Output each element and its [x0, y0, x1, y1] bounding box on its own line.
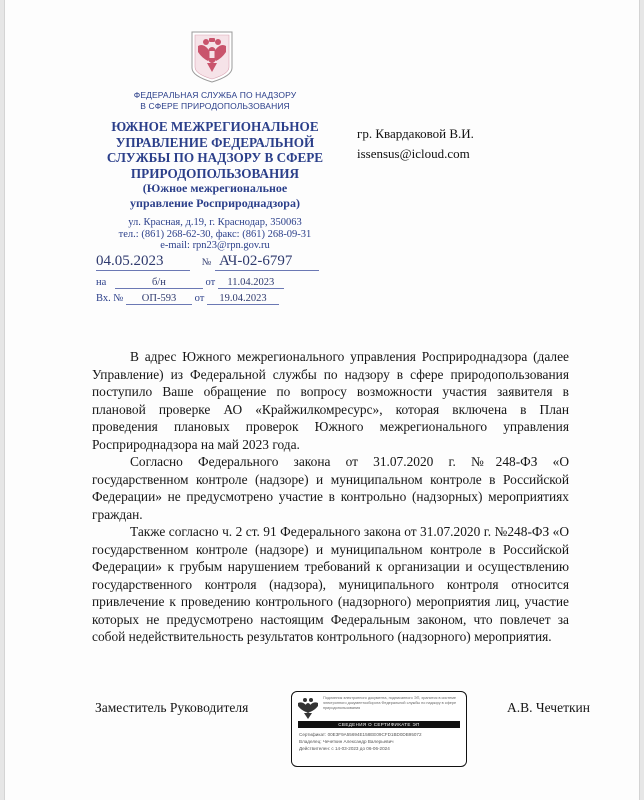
organization-short-name: (Южное межрегиональное управление Росприроднадзора)	[130, 181, 300, 210]
incoming-label: Вх. №	[96, 293, 124, 304]
body-paragraph: Согласно Федерального закона от 31.07.2020 г. №248-ФЗ «О государственном контроле (надзоре) и муниципальном контроле в Российской Федерации» не предусмотрено участие в контрольно (надзорных) мероприятиях граждан.	[92, 454, 569, 522]
outgoing-registration	[96, 253, 319, 271]
reply-to-row	[96, 277, 284, 289]
organization-contacts	[95, 217, 335, 252]
stamp-header: Подлинник электронного документа, подписанного ЭП, хранится в системе электронного документооборота Федеральной службы по надзору в сфере природопользования	[323, 696, 457, 710]
incoming-from-label: от	[194, 293, 205, 304]
document-page	[4, 0, 640, 800]
incoming-date: 19.04.2023	[207, 293, 279, 305]
stamp-details	[299, 731, 461, 752]
number-label: №	[201, 257, 212, 268]
phone: тел.: (861) 268-62-30, факс: (861) 268-09-31	[118, 228, 312, 240]
incoming-number: ОП-593	[126, 293, 192, 305]
letter-date: 04.05.2023	[96, 253, 190, 271]
signer-position: Заместитель Руководителя	[95, 700, 249, 715]
organization-name: ЮЖНОЕ МЕЖРЕГИОНАЛЬНОЕ УПРАВЛЕНИЕ ФЕДЕРАЛЬНОЙ СЛУЖБЫ ПО НАДЗОРУ В СФЕРЕ ПРИРОДОПОЛЬЗОВАНИЯ	[106, 119, 324, 181]
coat-of-arms-icon	[189, 30, 235, 84]
org-email: e-mail: rpn23@rpn.gov.ru	[160, 240, 270, 251]
from-label: от	[205, 277, 216, 288]
certificate-number: Сертификат: 00E3F9A55694E158EE09CFD1BD0DB95072	[299, 732, 422, 737]
stamp-certificate-bar: СВЕДЕНИЯ О СЕРТИФИКАТЕ ЭП	[298, 721, 460, 728]
reply-to-date: 11.04.2023	[218, 277, 284, 289]
certificate-validity: Действителен: с 14-03-2023 до 06-06-2024	[299, 746, 390, 751]
addressee-email: issensus@icloud.com	[357, 146, 470, 161]
certificate-owner: Владелец: Чечеткин Александр Валерьевич	[299, 739, 394, 744]
letter-number: АЧ-02-6797	[215, 253, 319, 271]
reply-to-number: б/н	[115, 277, 203, 289]
electronic-signature-stamp	[291, 691, 467, 767]
signer-name: А.В. Чечеткин	[507, 700, 590, 715]
on-label: на	[96, 277, 107, 288]
incoming-row	[96, 293, 279, 305]
stamp-eagle-icon	[297, 696, 319, 720]
addressee-name: гр. Квардаковой В.И.	[357, 126, 474, 141]
agency-name: ФЕДЕРАЛЬНАЯ СЛУЖБА ПО НАДЗОРУ В СФЕРЕ ПРИРОДОПОЛЬЗОВАНИЯ	[133, 90, 297, 111]
body-paragraph: Также согласно ч. 2 ст. 91 Федерального закона от 31.07.2020 г. №248-ФЗ «О государственном контроле (надзоре) и муниципальном контроле в Российской Федерации» к грубым нарушением требований к организации и осуществлению государственного контроля (надзора), муниципального контроля относится привлечение к проведению контрольного (надзорного) мероприятия лиц, участие которых не предусмотрено настоящим Федеральным законом, что повлечет за собой недействительность результатов контрольного (надзорного) мероприятия.	[92, 524, 569, 644]
letter-body	[92, 348, 569, 646]
addressee	[357, 124, 474, 164]
body-paragraph: В адрес Южного межрегионального управления Росприроднадзора (далее Управление) из Федеральной службы по надзору в сфере природопользования поступило Ваше обращение по вопросу возможности участия заявителя в плановой проверке АО «Крайжилкомресурс», которая включена в План проведения плановых проверок Южного межрегионального управления Росприроднадзора на май 2023 года.	[92, 349, 569, 452]
address: ул. Красная, д.19, г. Краснодар, 350063	[128, 217, 302, 228]
